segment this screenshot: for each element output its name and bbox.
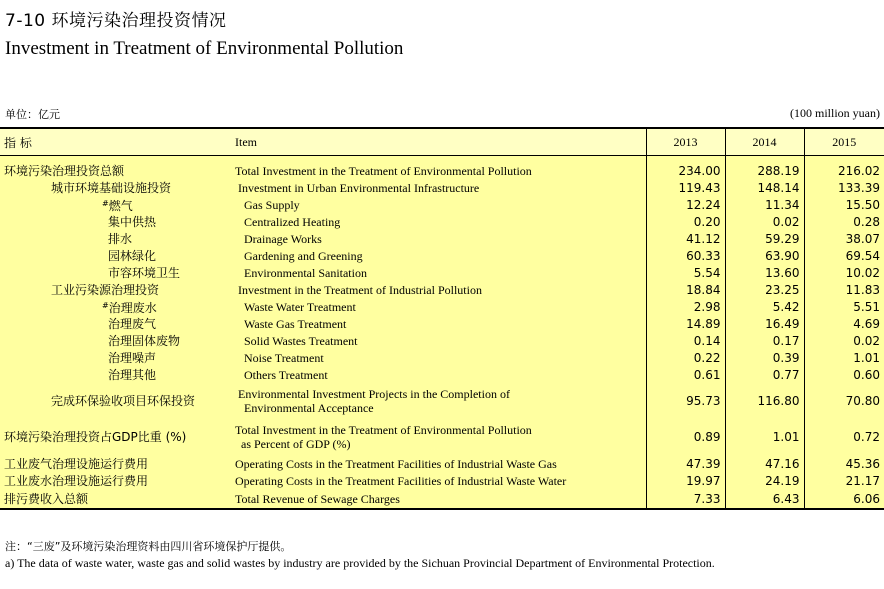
header-year-2015: 2015 xyxy=(804,128,884,156)
value-cell-2014: 0.77 xyxy=(725,366,804,383)
value-cell-2014: 24.19 xyxy=(725,472,804,489)
value-cell-2014: 5.42 xyxy=(725,298,804,315)
header-item-en: Item xyxy=(232,128,646,156)
value-cell-2015: 21.17 xyxy=(804,472,884,489)
row-label-en xyxy=(232,489,646,509)
value-cell-2013: 7.33 xyxy=(646,489,725,509)
row-label-en-line: Investment in the Treatment of Industrial Pollution xyxy=(238,282,482,297)
value-cell-2013: 12.24 xyxy=(646,196,725,213)
value-cell-2013: 0.14 xyxy=(646,332,725,349)
row-label-en-line: Solid Wastes Treatment xyxy=(244,333,358,348)
row-label-en-line: Operating Costs in the Treatment Facilities of Industrial Waste Water xyxy=(235,473,567,488)
header-year-2013: 2013 xyxy=(646,128,725,156)
row-label-en-line: Drainage Works xyxy=(244,231,322,246)
investment-table xyxy=(0,127,884,510)
row-label-cn-text: 集中供热 xyxy=(108,214,157,229)
table-row xyxy=(0,366,884,383)
row-label-cn-text: 排水 xyxy=(108,231,133,246)
value-cell-2015: 15.50 xyxy=(804,196,884,213)
footnote-mark: # xyxy=(102,300,109,310)
value-cell-2015: 10.02 xyxy=(804,264,884,281)
row-label-cn-text: 工业废气治理设施运行费用 xyxy=(4,456,149,471)
row-label-en-line: Total Revenue of Sewage Charges xyxy=(235,491,400,506)
row-label-en-line: Others Treatment xyxy=(244,367,328,382)
table-row xyxy=(0,349,884,366)
table-body xyxy=(0,156,884,510)
row-label-cn xyxy=(0,383,232,419)
row-label-cn xyxy=(0,489,232,509)
row-label-cn-text: 工业污染源治理投资 xyxy=(51,282,160,297)
value-cell-2014: 6.43 xyxy=(725,489,804,509)
row-label-cn xyxy=(0,179,232,196)
value-cell-2014: 288.19 xyxy=(725,156,804,180)
row-label-en xyxy=(232,332,646,349)
table-row xyxy=(0,196,884,213)
table-row xyxy=(0,179,884,196)
value-cell-2013: 47.39 xyxy=(646,455,725,472)
table-row xyxy=(0,264,884,281)
table-row xyxy=(0,332,884,349)
row-label-cn-text: 排污费收入总额 xyxy=(4,491,89,506)
row-label-cn xyxy=(0,264,232,281)
value-cell-2013: 234.00 xyxy=(646,156,725,180)
value-cell-2013: 5.54 xyxy=(646,264,725,281)
value-cell-2014: 11.34 xyxy=(725,196,804,213)
row-label-cn xyxy=(0,196,232,213)
row-label-en xyxy=(232,179,646,196)
table-header-row xyxy=(0,128,884,156)
row-label-cn xyxy=(0,230,232,247)
table-row xyxy=(0,230,884,247)
row-label-cn xyxy=(0,213,232,230)
row-label-cn xyxy=(0,455,232,472)
value-cell-2015: 0.28 xyxy=(804,213,884,230)
value-cell-2013: 2.98 xyxy=(646,298,725,315)
row-label-en-line: Waste Gas Treatment xyxy=(244,316,347,331)
row-label-en-line: Environmental Investment Projects in the Completion of xyxy=(238,387,510,401)
value-cell-2013: 60.33 xyxy=(646,247,725,264)
page-title-cn: 7-10 环境污染治理投资情况 xyxy=(5,11,227,31)
row-label-en xyxy=(232,455,646,472)
value-cell-2015: 11.83 xyxy=(804,281,884,298)
row-label-cn-text: 园林绿化 xyxy=(108,248,157,263)
row-label-cn-text: 工业废水治理设施运行费用 xyxy=(4,473,149,488)
row-label-en-line: Operating Costs in the Treatment Facilities of Industrial Waste Gas xyxy=(235,456,557,471)
value-cell-2015: 216.02 xyxy=(804,156,884,180)
row-label-en-line: Investment in Urban Environmental Infrastructure xyxy=(238,180,480,195)
row-label-en-line: Total Investment in the Treatment of Environmental Pollution xyxy=(235,163,532,178)
row-label-en-line: Waste Water Treatment xyxy=(244,299,356,314)
value-cell-2014: 0.17 xyxy=(725,332,804,349)
table-row xyxy=(0,156,884,180)
row-label-cn xyxy=(0,332,232,349)
row-label-cn xyxy=(0,472,232,489)
row-label-en xyxy=(232,366,646,383)
table-row xyxy=(0,455,884,472)
value-cell-2015: 6.06 xyxy=(804,489,884,509)
value-cell-2014: 47.16 xyxy=(725,455,804,472)
value-cell-2013: 0.20 xyxy=(646,213,725,230)
row-label-en xyxy=(232,349,646,366)
row-label-cn xyxy=(0,247,232,264)
header-item-cn: 指 标 xyxy=(0,128,232,156)
value-cell-2013: 119.43 xyxy=(646,179,725,196)
row-label-en xyxy=(232,315,646,332)
row-label-cn-text: 燃气 xyxy=(108,198,133,213)
value-cell-2014: 0.02 xyxy=(725,213,804,230)
value-cell-2015: 45.36 xyxy=(804,455,884,472)
row-label-en xyxy=(232,230,646,247)
value-cell-2015: 133.39 xyxy=(804,179,884,196)
table-row xyxy=(0,298,884,315)
table-row xyxy=(0,472,884,489)
unit-label-en: (100 million yuan) xyxy=(790,106,880,120)
value-cell-2013: 0.89 xyxy=(646,419,725,455)
value-cell-2014: 1.01 xyxy=(725,419,804,455)
row-label-en xyxy=(232,156,646,180)
row-label-en-line: Gardening and Greening xyxy=(244,248,363,263)
row-label-cn xyxy=(0,419,232,455)
value-cell-2015: 5.51 xyxy=(804,298,884,315)
value-cell-2014: 23.25 xyxy=(725,281,804,298)
table-row xyxy=(0,419,884,455)
footnote-mark: # xyxy=(102,198,109,208)
row-label-en-line: Environmental Acceptance xyxy=(244,401,374,415)
value-cell-2014: 148.14 xyxy=(725,179,804,196)
row-label-en xyxy=(232,213,646,230)
footnote-cn: 注：“三废”及环境污染治理资料由四川省环境保护厅提供。 xyxy=(5,540,292,553)
row-label-cn-text: 治理固体废物 xyxy=(108,333,181,348)
value-cell-2013: 95.73 xyxy=(646,383,725,419)
row-label-cn-text: 完成环保验收项目环保投资 xyxy=(51,394,196,408)
table-row xyxy=(0,281,884,298)
row-label-cn-text: 市容环境卫生 xyxy=(108,265,181,280)
row-label-en xyxy=(232,196,646,213)
table-row xyxy=(0,247,884,264)
value-cell-2015: 70.80 xyxy=(804,383,884,419)
row-label-en xyxy=(232,281,646,298)
value-cell-2013: 14.89 xyxy=(646,315,725,332)
row-label-en xyxy=(232,264,646,281)
value-cell-2013: 0.22 xyxy=(646,349,725,366)
value-cell-2015: 0.60 xyxy=(804,366,884,383)
value-cell-2013: 18.84 xyxy=(646,281,725,298)
value-cell-2014: 59.29 xyxy=(725,230,804,247)
row-label-cn-text: 治理废气 xyxy=(108,316,157,331)
table-row xyxy=(0,489,884,509)
row-label-cn-text: 环境污染治理投资占GDP比重 (%) xyxy=(4,430,187,444)
row-label-en xyxy=(232,383,646,419)
table-row xyxy=(0,383,884,419)
row-label-en-line: Environmental Sanitation xyxy=(244,265,367,280)
row-label-en-line: Total Investment in the Treatment of Environmental Pollution xyxy=(235,423,532,437)
value-cell-2013: 0.61 xyxy=(646,366,725,383)
row-label-en xyxy=(232,419,646,455)
row-label-en xyxy=(232,472,646,489)
value-cell-2013: 19.97 xyxy=(646,472,725,489)
value-cell-2015: 0.02 xyxy=(804,332,884,349)
row-label-cn xyxy=(0,366,232,383)
unit-label-cn: 单位：亿元 xyxy=(5,108,60,121)
value-cell-2015: 4.69 xyxy=(804,315,884,332)
row-label-en-line: Noise Treatment xyxy=(244,350,324,365)
value-cell-2015: 1.01 xyxy=(804,349,884,366)
value-cell-2014: 0.39 xyxy=(725,349,804,366)
row-label-cn-text: 城市环境基础设施投资 xyxy=(51,180,172,195)
value-cell-2015: 69.54 xyxy=(804,247,884,264)
row-label-en xyxy=(232,298,646,315)
row-label-cn-text: 环境污染治理投资总额 xyxy=(4,163,125,178)
row-label-cn xyxy=(0,281,232,298)
row-label-en xyxy=(232,247,646,264)
row-label-en-line: as Percent of GDP (%) xyxy=(241,437,351,451)
table-row xyxy=(0,315,884,332)
row-label-cn xyxy=(0,298,232,315)
row-label-cn xyxy=(0,156,232,180)
value-cell-2014: 13.60 xyxy=(725,264,804,281)
page-title-en: Investment in Treatment of Environmental Pollution xyxy=(5,38,404,59)
row-label-cn-text: 治理其他 xyxy=(108,367,157,382)
row-label-cn xyxy=(0,315,232,332)
value-cell-2014: 63.90 xyxy=(725,247,804,264)
value-cell-2015: 0.72 xyxy=(804,419,884,455)
value-cell-2013: 41.12 xyxy=(646,230,725,247)
header-year-2014: 2014 xyxy=(725,128,804,156)
row-label-en-line: Centralized Heating xyxy=(244,214,341,229)
table-row xyxy=(0,213,884,230)
row-label-en-line: Gas Supply xyxy=(244,197,300,212)
footnote-en: a) The data of waste water, waste gas and solid wastes by industry are provided by the Sichuan Provincial Department of Environmental Protection. xyxy=(5,556,715,570)
value-cell-2014: 116.80 xyxy=(725,383,804,419)
row-label-cn xyxy=(0,349,232,366)
row-label-cn-text: 治理噪声 xyxy=(108,350,157,365)
value-cell-2014: 16.49 xyxy=(725,315,804,332)
value-cell-2015: 38.07 xyxy=(804,230,884,247)
row-label-cn-text: 治理废水 xyxy=(108,300,157,315)
